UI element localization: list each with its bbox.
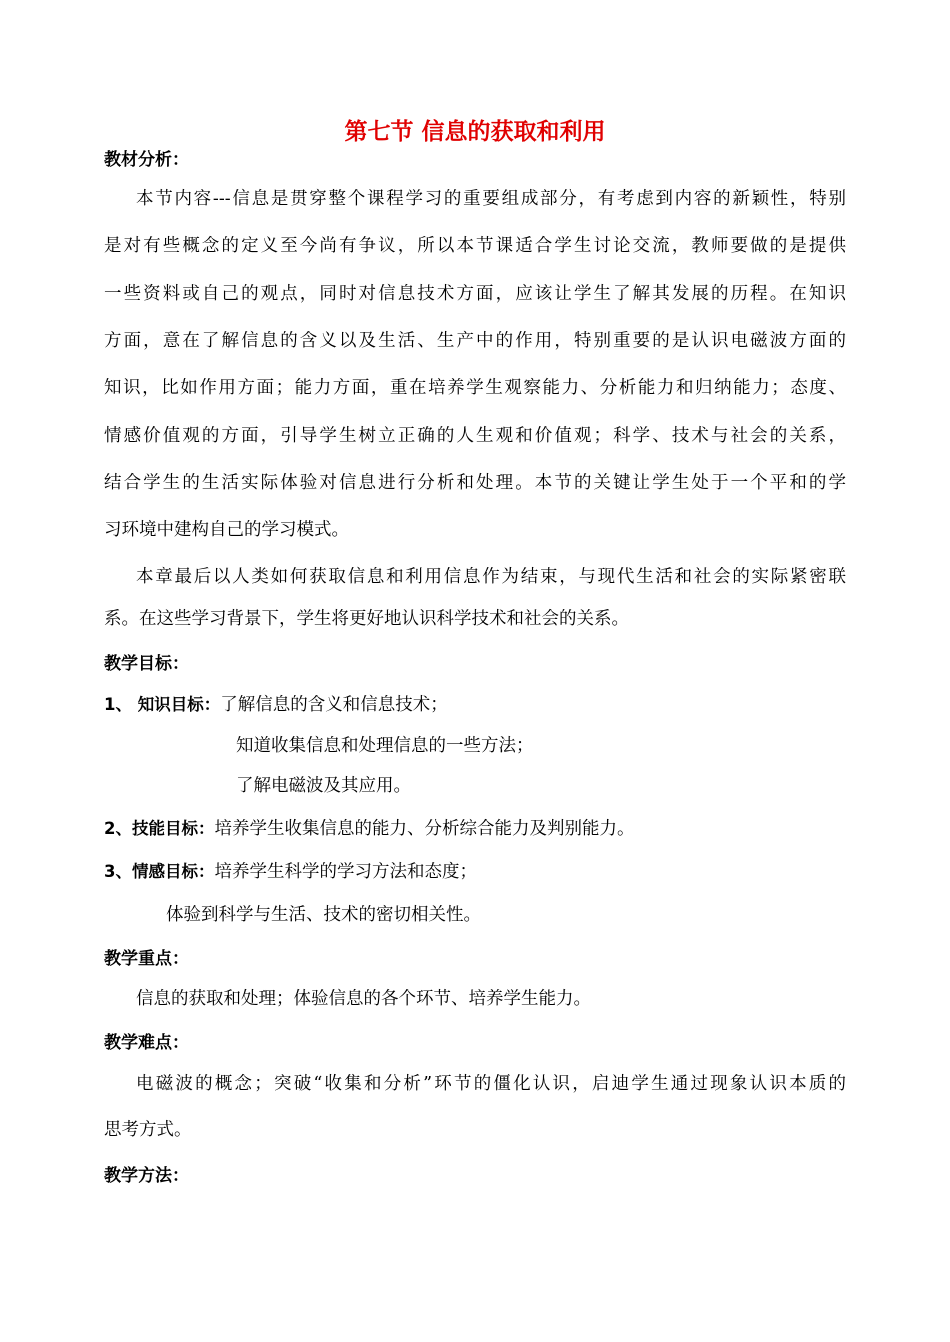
emotion-goal-line-2: 体验到科学与生活、技术的密切相关性。 — [166, 905, 481, 925]
analysis-para1-line-7: 结合学生的生活实际体验对信息进行分析和处理。本节的关键让学生处于一个平和的学 — [104, 473, 846, 493]
emotion-goal — [104, 859, 477, 885]
analysis-para1-line-8: 习环境中建构自己的学习模式。 — [104, 520, 349, 540]
analysis-para2-line-1: 本章最后以人类如何获取信息和利用信息作为结束，与现代生活和社会的实际紧密联 — [136, 567, 846, 587]
methods-heading: 教学方法： — [104, 1166, 189, 1186]
key-points-heading: 教学重点： — [104, 949, 189, 969]
difficulties-heading: 教学难点： — [104, 1033, 189, 1053]
difficulties-line-1: 电磁波的概念；突破“收集和分析”环节的僵化认识，启迪学生通过现象认识本质的 — [136, 1074, 846, 1094]
knowledge-goal-label: 1、 知识目标： — [104, 695, 221, 714]
knowledge-goal-line-1: 了解信息的含义和信息技术； — [220, 695, 448, 715]
knowledge-goal-line-2: 知道收集信息和处理信息的一些方法； — [236, 736, 534, 756]
skill-goal-label: 2、技能目标： — [104, 819, 215, 838]
analysis-para1-line-6: 情感价值观的方面，引导学生树立正确的人生观和价值观；科学、技术与社会的关系， — [104, 426, 846, 446]
difficulties-line-2: 思考方式。 — [104, 1120, 192, 1140]
knowledge-goal — [104, 692, 448, 718]
analysis-para2-line-2: 系。在这些学习背景下，学生将更好地认识科学技术和社会的关系。 — [104, 609, 629, 629]
goals-heading: 教学目标： — [104, 654, 189, 674]
analysis-para1-line-1: 本节内容---信息是贯穿整个课程学习的重要组成部分，有考虑到内容的新颖性，特别 — [136, 189, 846, 209]
page-title: 第七节 信息的获取和利用 — [344, 119, 606, 145]
analysis-heading: 教材分析： — [104, 150, 189, 170]
emotion-goal-label: 3、情感目标： — [104, 862, 215, 881]
emotion-goal-line-1: 培养学生科学的学习方法和态度； — [214, 862, 477, 882]
analysis-para1-line-5: 知识，比如作用方面；能力方面，重在培养学生观察能力、分析能力和归纳能力；态度、 — [104, 378, 846, 398]
knowledge-goal-line-3: 了解电磁波及其应用。 — [236, 776, 411, 796]
key-points-text: 信息的获取和处理；体验信息的各个环节、培养学生能力。 — [136, 989, 591, 1009]
analysis-para1-line-3: 一些资料或自己的观点，同时对信息技术方面，应该让学生了解其发展的历程。在知识 — [104, 284, 846, 304]
skill-goal — [104, 816, 634, 842]
skill-goal-text: 培养学生收集信息的能力、分析综合能力及判别能力。 — [214, 819, 635, 839]
analysis-para1-line-2: 是对有些概念的定义至今尚有争议，所以本节课适合学生讨论交流，教师要做的是提供 — [104, 236, 846, 256]
analysis-para1-line-4: 方面，意在了解信息的含义以及生活、生产中的作用，特别重要的是认识电磁波方面的 — [104, 331, 846, 351]
